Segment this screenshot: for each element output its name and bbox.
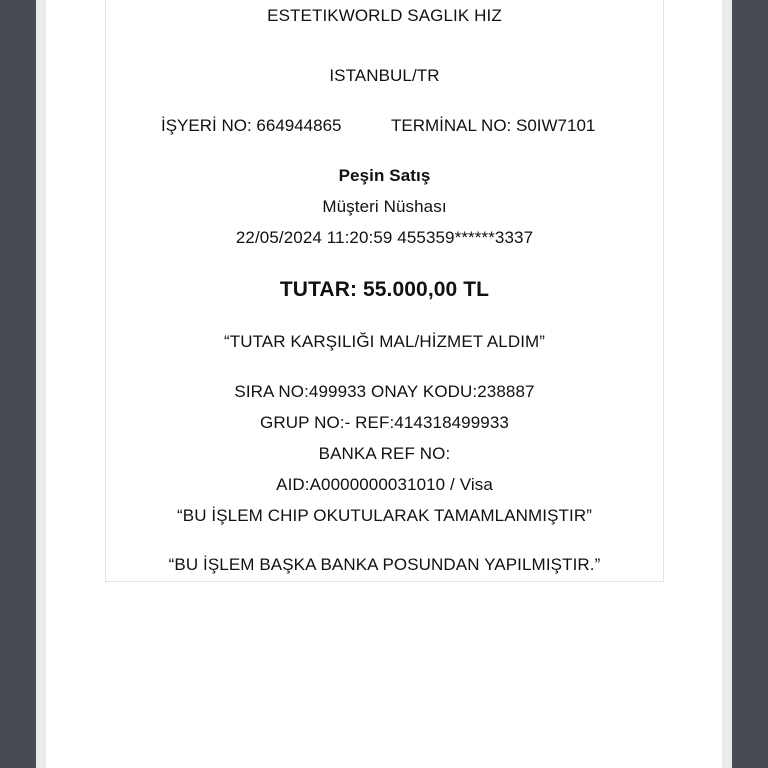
terminal-number: TERMİNAL NO: S0IW7101 — [391, 116, 596, 135]
bank-reference: BANKA REF NO: — [318, 444, 451, 463]
merchant-location: ISTANBUL/TR — [329, 66, 440, 85]
card-aid: AID:A0000000031010 / Visa — [276, 475, 493, 494]
chip-note: “BU İŞLEM CHIP OKUTULARAK TAMAMLANMIŞTIR” — [177, 506, 592, 525]
date-and-masked-card: 22/05/2024 11:20:59 455359******3337 — [235, 228, 534, 247]
customer-acceptance-text: “TUTAR KARŞILIĞI MAL/HİZMET ALDIM” — [223, 332, 546, 351]
transaction-type: Peşin Satış — [338, 166, 431, 185]
merchant-number: İŞYERİ NO: 664944865 — [161, 116, 342, 135]
group-reference: GRUP NO:- REF:414318499933 — [260, 413, 509, 432]
document-right-edge — [722, 0, 732, 768]
document-left-edge — [36, 0, 46, 768]
merchant-terminal-row — [106, 116, 663, 136]
other-bank-note: “BU İŞLEM BAŞKA BANKA POSUNDAN YAPILMIŞTIR.” — [168, 555, 601, 574]
pos-receipt — [105, 0, 664, 582]
sequence-approval-code: SIRA NO:499933 ONAY KODU:238887 — [234, 382, 535, 401]
receipt-copy-type: Müşteri Nüshası — [322, 197, 447, 216]
merchant-name: ESTETIKWORLD SAGLIK HIZ — [267, 6, 502, 25]
document-page — [46, 0, 722, 768]
transaction-amount: TUTAR: 55.000,00 TL — [279, 278, 490, 301]
